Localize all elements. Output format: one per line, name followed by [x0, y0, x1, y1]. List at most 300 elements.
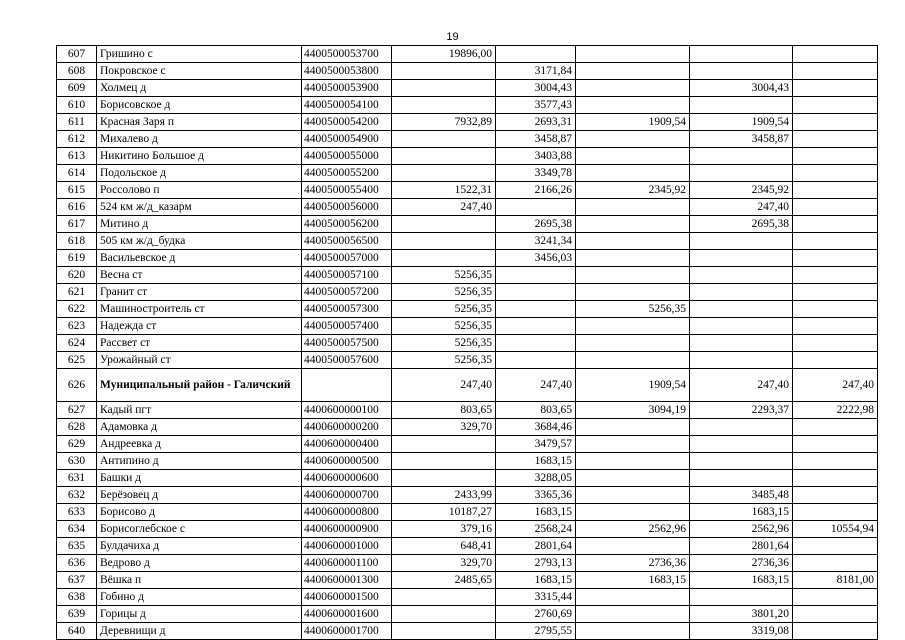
table-row	[57, 199, 878, 216]
value-cell-4: 1683,15	[690, 572, 793, 589]
data-table	[56, 45, 878, 640]
oktmo-code-cell: 4400500054200	[302, 114, 392, 131]
table-row	[57, 402, 878, 419]
value-cell-5	[793, 182, 878, 199]
value-cell-2	[496, 284, 576, 301]
table-row	[57, 555, 878, 572]
row-number-cell: 629	[57, 436, 97, 453]
table-row	[57, 182, 878, 199]
value-cell-2: 2568,24	[496, 521, 576, 538]
value-cell-4	[690, 470, 793, 487]
row-number-cell: 638	[57, 589, 97, 606]
value-cell-5	[793, 352, 878, 369]
row-number-cell: 630	[57, 453, 97, 470]
table-row	[57, 335, 878, 352]
table-row	[57, 453, 878, 470]
value-cell-4	[690, 267, 793, 284]
value-cell-1: 1522,31	[392, 182, 496, 199]
value-cell-4	[690, 250, 793, 267]
oktmo-code-cell: 4400500057300	[302, 301, 392, 318]
settlement-name-cell: Михалево д	[97, 131, 302, 148]
value-cell-3	[576, 318, 690, 335]
row-number-cell: 625	[57, 352, 97, 369]
table-row	[57, 318, 878, 335]
table-row	[57, 131, 878, 148]
row-number-cell: 612	[57, 131, 97, 148]
oktmo-code-cell: 4400500056200	[302, 216, 392, 233]
value-cell-2: 3315,44	[496, 589, 576, 606]
value-cell-4	[690, 148, 793, 165]
row-number-cell: 616	[57, 199, 97, 216]
value-cell-2: 2695,38	[496, 216, 576, 233]
value-cell-4	[690, 419, 793, 436]
table-row	[57, 538, 878, 555]
value-cell-5	[793, 318, 878, 335]
settlement-name-cell: Холмец д	[97, 80, 302, 97]
row-number-cell: 620	[57, 267, 97, 284]
row-number-cell: 615	[57, 182, 97, 199]
value-cell-5	[793, 419, 878, 436]
row-number-cell: 619	[57, 250, 97, 267]
value-cell-4	[690, 318, 793, 335]
value-cell-4	[690, 589, 793, 606]
value-cell-5	[793, 623, 878, 640]
table-row	[57, 369, 878, 402]
table-row	[57, 233, 878, 250]
value-cell-1	[392, 233, 496, 250]
value-cell-4: 2345,92	[690, 182, 793, 199]
settlement-name-cell: Берёзовец д	[97, 487, 302, 504]
row-number-cell: 614	[57, 165, 97, 182]
value-cell-2: 247,40	[496, 369, 576, 402]
oktmo-code-cell: 4400500055400	[302, 182, 392, 199]
value-cell-3	[576, 436, 690, 453]
table-body	[57, 46, 878, 640]
table-row	[57, 267, 878, 284]
row-number-cell: 613	[57, 148, 97, 165]
table-row	[57, 301, 878, 318]
row-number-cell: 631	[57, 470, 97, 487]
value-cell-5	[793, 453, 878, 470]
value-cell-3	[576, 487, 690, 504]
row-number-cell: 637	[57, 572, 97, 589]
oktmo-code-cell: 4400500057600	[302, 352, 392, 369]
table-row	[57, 436, 878, 453]
oktmo-code-cell: 4400500057200	[302, 284, 392, 301]
row-number-cell: 636	[57, 555, 97, 572]
value-cell-4	[690, 335, 793, 352]
settlement-name-cell: Горицы д	[97, 606, 302, 623]
value-cell-3	[576, 335, 690, 352]
oktmo-code-cell: 4400500057400	[302, 318, 392, 335]
table-row	[57, 572, 878, 589]
value-cell-5	[793, 284, 878, 301]
value-cell-4: 3004,43	[690, 80, 793, 97]
value-cell-1	[392, 470, 496, 487]
table-row	[57, 521, 878, 538]
row-number-cell: 622	[57, 301, 97, 318]
value-cell-3	[576, 606, 690, 623]
value-cell-2	[496, 301, 576, 318]
value-cell-1: 5256,35	[392, 267, 496, 284]
table-row	[57, 470, 878, 487]
value-cell-2: 3403,88	[496, 148, 576, 165]
value-cell-1: 803,65	[392, 402, 496, 419]
value-cell-1: 5256,35	[392, 335, 496, 352]
value-cell-3	[576, 165, 690, 182]
oktmo-code-cell: 4400600000200	[302, 419, 392, 436]
value-cell-4: 2562,96	[690, 521, 793, 538]
value-cell-3	[576, 470, 690, 487]
oktmo-code-cell: 4400500053700	[302, 46, 392, 63]
value-cell-2: 2801,64	[496, 538, 576, 555]
table-row	[57, 623, 878, 640]
value-cell-4	[690, 301, 793, 318]
value-cell-5	[793, 114, 878, 131]
value-cell-5	[793, 267, 878, 284]
oktmo-code-cell: 4400600000700	[302, 487, 392, 504]
value-cell-4	[690, 97, 793, 114]
value-cell-4: 3319,08	[690, 623, 793, 640]
settlement-name-cell: Надежда ст	[97, 318, 302, 335]
value-cell-4: 247,40	[690, 199, 793, 216]
table-row	[57, 487, 878, 504]
value-cell-5: 247,40	[793, 369, 878, 402]
value-cell-1	[392, 165, 496, 182]
value-cell-2: 2693,31	[496, 114, 576, 131]
value-cell-5: 8181,00	[793, 572, 878, 589]
value-cell-5	[793, 250, 878, 267]
settlement-name-cell: Адамовка д	[97, 419, 302, 436]
value-cell-1	[392, 436, 496, 453]
value-cell-2	[496, 267, 576, 284]
settlement-name-cell: Борисоглебское с	[97, 521, 302, 538]
oktmo-code-cell: 4400600001500	[302, 589, 392, 606]
oktmo-code-cell: 4400600001100	[302, 555, 392, 572]
value-cell-2: 2793,13	[496, 555, 576, 572]
row-number-cell: 623	[57, 318, 97, 335]
value-cell-3	[576, 453, 690, 470]
settlement-name-cell: Деревнищи д	[97, 623, 302, 640]
value-cell-2: 3349,78	[496, 165, 576, 182]
table-row	[57, 352, 878, 369]
value-cell-3	[576, 352, 690, 369]
value-cell-5	[793, 165, 878, 182]
value-cell-1	[392, 606, 496, 623]
value-cell-1: 648,41	[392, 538, 496, 555]
value-cell-4: 2695,38	[690, 216, 793, 233]
value-cell-3	[576, 148, 690, 165]
oktmo-code-cell: 4400500057000	[302, 250, 392, 267]
table-row	[57, 504, 878, 521]
value-cell-4	[690, 46, 793, 63]
value-cell-4	[690, 436, 793, 453]
value-cell-5: 10554,94	[793, 521, 878, 538]
value-cell-2: 3365,36	[496, 487, 576, 504]
value-cell-2: 2760,69	[496, 606, 576, 623]
value-cell-1: 10187,27	[392, 504, 496, 521]
value-cell-1: 247,40	[392, 199, 496, 216]
oktmo-code-cell: 4400500054900	[302, 131, 392, 148]
oktmo-code-cell: 4400600000600	[302, 470, 392, 487]
value-cell-2	[496, 46, 576, 63]
value-cell-1	[392, 453, 496, 470]
value-cell-2: 803,65	[496, 402, 576, 419]
oktmo-code-cell: 4400600000100	[302, 402, 392, 419]
row-number-cell: 621	[57, 284, 97, 301]
table-row	[57, 216, 878, 233]
value-cell-4	[690, 233, 793, 250]
table-row	[57, 148, 878, 165]
value-cell-4: 1683,15	[690, 504, 793, 521]
value-cell-3: 5256,35	[576, 301, 690, 318]
value-cell-1	[392, 80, 496, 97]
value-cell-1	[392, 97, 496, 114]
value-cell-5	[793, 199, 878, 216]
row-number-cell: 618	[57, 233, 97, 250]
value-cell-3	[576, 538, 690, 555]
value-cell-3: 3094,19	[576, 402, 690, 419]
oktmo-code-cell: 4400600000800	[302, 504, 392, 521]
value-cell-3	[576, 63, 690, 80]
value-cell-3: 2345,92	[576, 182, 690, 199]
oktmo-code-cell: 4400500057100	[302, 267, 392, 284]
oktmo-code-cell: 4400500055000	[302, 148, 392, 165]
value-cell-3	[576, 623, 690, 640]
value-cell-5	[793, 335, 878, 352]
value-cell-1: 5256,35	[392, 284, 496, 301]
oktmo-code-cell: 4400600001300	[302, 572, 392, 589]
value-cell-1: 5256,35	[392, 318, 496, 335]
value-cell-1: 2433,99	[392, 487, 496, 504]
oktmo-code-cell: 4400600000400	[302, 436, 392, 453]
row-number-cell: 632	[57, 487, 97, 504]
value-cell-2: 3479,57	[496, 436, 576, 453]
settlement-name-cell: 505 км ж/д_будка	[97, 233, 302, 250]
value-cell-2: 2166,26	[496, 182, 576, 199]
settlement-name-cell: Муниципальный район - Галичский	[97, 369, 302, 402]
table-row	[57, 606, 878, 623]
value-cell-2: 3241,34	[496, 233, 576, 250]
value-cell-1	[392, 250, 496, 267]
value-cell-5	[793, 487, 878, 504]
value-cell-4: 2293,37	[690, 402, 793, 419]
value-cell-5: 2222,98	[793, 402, 878, 419]
settlement-name-cell: Башки д	[97, 470, 302, 487]
settlement-name-cell: 524 км ж/д_казарм	[97, 199, 302, 216]
value-cell-1: 5256,35	[392, 352, 496, 369]
oktmo-code-cell: 4400600000900	[302, 521, 392, 538]
value-cell-5	[793, 216, 878, 233]
value-cell-3	[576, 419, 690, 436]
table-row	[57, 284, 878, 301]
settlement-name-cell: Гобино д	[97, 589, 302, 606]
value-cell-2: 1683,15	[496, 572, 576, 589]
row-number-cell: 610	[57, 97, 97, 114]
table-row	[57, 589, 878, 606]
value-cell-3	[576, 267, 690, 284]
table-row	[57, 80, 878, 97]
value-cell-5	[793, 606, 878, 623]
value-cell-3	[576, 46, 690, 63]
table-row	[57, 46, 878, 63]
page-number: 19	[446, 31, 459, 43]
value-cell-4: 247,40	[690, 369, 793, 402]
table-row	[57, 165, 878, 182]
value-cell-2	[496, 318, 576, 335]
value-cell-3: 1909,54	[576, 114, 690, 131]
row-number-cell: 628	[57, 419, 97, 436]
settlement-name-cell: Машиностроитель ст	[97, 301, 302, 318]
value-cell-1	[392, 148, 496, 165]
value-cell-1	[392, 623, 496, 640]
settlement-name-cell: Красная Заря п	[97, 114, 302, 131]
value-cell-2: 3288,05	[496, 470, 576, 487]
value-cell-5	[793, 470, 878, 487]
value-cell-3	[576, 250, 690, 267]
value-cell-1	[392, 63, 496, 80]
value-cell-4: 1909,54	[690, 114, 793, 131]
row-number-cell: 635	[57, 538, 97, 555]
row-number-cell: 639	[57, 606, 97, 623]
oktmo-code-cell: 4400500055200	[302, 165, 392, 182]
row-number-cell: 607	[57, 46, 97, 63]
value-cell-5	[793, 589, 878, 606]
settlement-name-cell: Антипино д	[97, 453, 302, 470]
value-cell-3	[576, 80, 690, 97]
settlement-name-cell: Гранит ст	[97, 284, 302, 301]
value-cell-4: 3485,48	[690, 487, 793, 504]
settlement-name-cell: Россолово п	[97, 182, 302, 199]
value-cell-1: 5256,35	[392, 301, 496, 318]
value-cell-2	[496, 199, 576, 216]
oktmo-code-cell: 4400500053800	[302, 63, 392, 80]
oktmo-code-cell: 4400600001000	[302, 538, 392, 555]
value-cell-3: 2562,96	[576, 521, 690, 538]
value-cell-1	[392, 216, 496, 233]
row-number-cell: 617	[57, 216, 97, 233]
table-row	[57, 419, 878, 436]
value-cell-4	[690, 63, 793, 80]
value-cell-5	[793, 504, 878, 521]
oktmo-code-cell: 4400500056500	[302, 233, 392, 250]
table-row	[57, 250, 878, 267]
value-cell-4: 3801,20	[690, 606, 793, 623]
value-cell-3	[576, 504, 690, 521]
settlement-name-cell: Весна ст	[97, 267, 302, 284]
value-cell-3	[576, 199, 690, 216]
value-cell-1: 379,16	[392, 521, 496, 538]
settlement-name-cell: Митино д	[97, 216, 302, 233]
row-number-cell: 624	[57, 335, 97, 352]
value-cell-5	[793, 131, 878, 148]
row-number-cell: 611	[57, 114, 97, 131]
row-number-cell: 609	[57, 80, 97, 97]
row-number-cell: 633	[57, 504, 97, 521]
settlement-name-cell: Покровское с	[97, 63, 302, 80]
value-cell-2: 3684,46	[496, 419, 576, 436]
oktmo-code-cell	[302, 369, 392, 402]
value-cell-2: 3004,43	[496, 80, 576, 97]
value-cell-3: 2736,36	[576, 555, 690, 572]
value-cell-4	[690, 352, 793, 369]
oktmo-code-cell: 4400500053900	[302, 80, 392, 97]
row-number-cell: 608	[57, 63, 97, 80]
value-cell-1	[392, 131, 496, 148]
value-cell-1: 247,40	[392, 369, 496, 402]
value-cell-5	[793, 148, 878, 165]
settlement-name-cell: Урожайный ст	[97, 352, 302, 369]
value-cell-5	[793, 46, 878, 63]
value-cell-3	[576, 284, 690, 301]
oktmo-code-cell: 4400500054100	[302, 97, 392, 114]
row-number-cell: 626	[57, 369, 97, 402]
value-cell-3	[576, 233, 690, 250]
settlement-name-cell: Кадый пгт	[97, 402, 302, 419]
oktmo-code-cell: 4400500056000	[302, 199, 392, 216]
value-cell-4	[690, 453, 793, 470]
value-cell-3: 1909,54	[576, 369, 690, 402]
value-cell-1: 2485,65	[392, 572, 496, 589]
settlement-name-cell: Андреевка д	[97, 436, 302, 453]
table-row	[57, 97, 878, 114]
row-number-cell: 640	[57, 623, 97, 640]
value-cell-4: 3458,87	[690, 131, 793, 148]
settlement-name-cell: Ведрово д	[97, 555, 302, 572]
settlement-name-cell: Васильевское д	[97, 250, 302, 267]
value-cell-2: 1683,15	[496, 504, 576, 521]
value-cell-5	[793, 538, 878, 555]
value-cell-1: 7932,89	[392, 114, 496, 131]
table-row	[57, 114, 878, 131]
settlement-name-cell: Вёшка п	[97, 572, 302, 589]
value-cell-2: 2795,55	[496, 623, 576, 640]
value-cell-4: 2801,64	[690, 538, 793, 555]
value-cell-4	[690, 165, 793, 182]
value-cell-2	[496, 352, 576, 369]
value-cell-3: 1683,15	[576, 572, 690, 589]
value-cell-2: 3171,84	[496, 63, 576, 80]
value-cell-5	[793, 80, 878, 97]
row-number-cell: 627	[57, 402, 97, 419]
value-cell-5	[793, 436, 878, 453]
row-number-cell: 634	[57, 521, 97, 538]
value-cell-5	[793, 301, 878, 318]
settlement-name-cell: Булдачиха д	[97, 538, 302, 555]
value-cell-2: 3458,87	[496, 131, 576, 148]
value-cell-5	[793, 97, 878, 114]
value-cell-4: 2736,36	[690, 555, 793, 572]
value-cell-2: 3456,03	[496, 250, 576, 267]
value-cell-5	[793, 555, 878, 572]
oktmo-code-cell: 4400600000500	[302, 453, 392, 470]
value-cell-5	[793, 63, 878, 80]
value-cell-1: 19896,00	[392, 46, 496, 63]
value-cell-2	[496, 335, 576, 352]
table-row	[57, 63, 878, 80]
value-cell-1: 329,70	[392, 555, 496, 572]
value-cell-3	[576, 131, 690, 148]
settlement-name-cell: Борисовское д	[97, 97, 302, 114]
settlement-name-cell: Никитино Большое д	[97, 148, 302, 165]
value-cell-3	[576, 97, 690, 114]
settlement-name-cell: Подольское д	[97, 165, 302, 182]
oktmo-code-cell: 4400500057500	[302, 335, 392, 352]
value-cell-2: 1683,15	[496, 453, 576, 470]
value-cell-4	[690, 284, 793, 301]
settlement-name-cell: Рассвет ст	[97, 335, 302, 352]
value-cell-1: 329,70	[392, 419, 496, 436]
